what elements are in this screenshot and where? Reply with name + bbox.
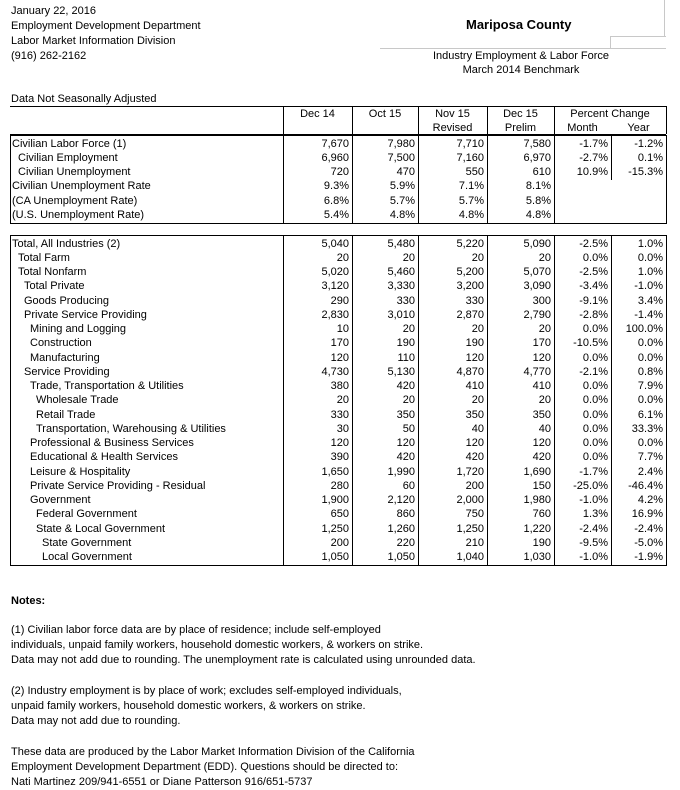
data-cell-year: 7.7% (637, 451, 663, 464)
data-cell-oct15: 330 (396, 294, 415, 307)
column-divider (352, 106, 353, 134)
note-1-line: (1) Civilian labor force data are by place of residence; include self-employed (11, 624, 381, 636)
data-cell-year: 7.9% (637, 380, 663, 392)
data-cell-oct15: 20 (402, 394, 415, 407)
data-cell-dec14: 280 (330, 479, 349, 492)
data-cell-year: -1.0% (634, 280, 663, 293)
row-label: Mining and Logging (30, 323, 127, 335)
data-cell-month: -2.1% (579, 365, 608, 378)
column-header: Dec 14 (300, 108, 335, 120)
data-cell-dec14: 1,650 (321, 465, 349, 478)
data-cell-year: -46.4% (628, 479, 663, 492)
data-cell-dec15: 120 (532, 437, 551, 449)
data-cell-nov15: 7,710 (456, 137, 484, 150)
phone-number: (916) 262-2162 (11, 50, 87, 62)
row-label: Trade, Transportation & Utilities (30, 380, 184, 392)
report-header (11, 4, 201, 64)
data-cell-dec14: 120 (330, 351, 349, 364)
data-cell-year: 0.8% (637, 365, 663, 378)
data-cell-oct15: 20 (402, 323, 415, 335)
data-cell-nov15: 410 (465, 380, 484, 392)
county-title: Mariposa County (466, 17, 572, 32)
data-cell-dec14: 170 (330, 337, 349, 350)
data-cell-oct15: 7,980 (387, 137, 415, 150)
data-cell-month: 0.0% (582, 323, 608, 335)
data-cell-month: 1.3% (582, 508, 608, 521)
data-cell-month: 10.9% (576, 166, 608, 178)
data-cell-year: 33.3% (631, 422, 663, 435)
data-cell-nov15: 120 (465, 437, 484, 449)
row-label: Professional & Business Services (30, 437, 194, 449)
data-cell-dec15: 420 (532, 451, 551, 464)
grid-line (380, 48, 666, 49)
data-cell-month: -2.5% (579, 266, 608, 278)
data-cell-nov15: 4.8% (458, 208, 484, 221)
data-cell-oct15: 5,460 (387, 266, 415, 278)
row-label: State & Local Government (36, 522, 166, 535)
data-cell-dec15: 1,690 (523, 465, 551, 478)
data-cell-dec14: 30 (336, 422, 349, 435)
row-label: Leisure & Hospitality (30, 465, 131, 478)
data-cell-month: -1.0% (579, 551, 608, 563)
row-label: Private Service Providing - Residual (30, 479, 206, 492)
data-cell-dec14: 6,960 (321, 151, 349, 164)
data-cell-dec15: 40 (538, 422, 551, 435)
data-cell-oct15: 190 (396, 337, 415, 350)
grid-line (610, 36, 611, 48)
benchmark-label: March 2014 Benchmark (462, 64, 580, 76)
data-cell-month: 0.0% (582, 394, 608, 407)
note-3-line: These data are produced by the Labor Market Information Division of the California (11, 746, 415, 758)
note-1-line: individuals, unpaid family workers, household domestic workers, & workers on strike. (11, 639, 424, 651)
data-cell-dec15: 190 (532, 536, 551, 549)
data-cell-month: -1.7% (579, 465, 608, 478)
data-cell-nov15: 7.1% (458, 180, 484, 193)
data-cell-dec15: 4,770 (523, 365, 551, 378)
data-cell-dec15: 20 (538, 251, 551, 264)
data-cell-dec15: 5,090 (523, 237, 551, 250)
data-cell-year: 0.0% (637, 251, 663, 264)
column-subheader: Revised (432, 122, 473, 134)
data-cell-oct15: 5.7% (389, 194, 415, 207)
data-cell-dec14: 5,020 (321, 266, 349, 278)
data-cell-dec14: 290 (330, 294, 349, 307)
data-cell-nov15: 20 (471, 323, 484, 335)
column-divider (554, 106, 555, 134)
data-cell-oct15: 5,130 (387, 365, 415, 378)
note-2-line: (2) Industry employment is by place of work; excludes self-employed individuals, (11, 685, 402, 697)
note-1-line: Data may not add due to rounding. The unemployment rate is calculated using unrounded data. (11, 654, 476, 666)
data-cell-oct15: 3,330 (387, 280, 415, 293)
row-label: (U.S. Unemployment Rate) (12, 208, 145, 221)
row-label: Total, All Industries (2) (12, 237, 121, 250)
data-cell-nov15: 550 (465, 166, 484, 178)
note-2-line: unpaid family workers, household domestic workers, & workers on strike. (11, 700, 366, 712)
data-cell-year: 3.4% (637, 294, 663, 307)
data-cell-nov15: 120 (465, 351, 484, 364)
data-cell-nov15: 190 (465, 337, 484, 350)
data-cell-nov15: 20 (471, 251, 484, 264)
column-divider (487, 106, 488, 134)
data-cell-dec14: 10 (336, 323, 349, 335)
note-3-line: Nati Martinez 209/941-6551 or Diane Patterson 916/651-5737 (11, 776, 313, 788)
data-cell-month: -1.7% (579, 137, 608, 150)
data-cell-oct15: 3,010 (387, 308, 415, 321)
data-cell-oct15: 1,260 (387, 522, 415, 535)
data-cell-month: -9.1% (579, 294, 608, 307)
row-label: Construction (30, 337, 92, 350)
row-label: Private Service Providing (24, 308, 147, 321)
data-cell-oct15: 110 (397, 351, 415, 364)
data-cell-month: 0.0% (582, 422, 608, 435)
data-cell-dec14: 5,040 (321, 237, 349, 250)
data-cell-month: 0.0% (582, 437, 608, 449)
data-cell-month: 0.0% (582, 380, 608, 392)
data-cell-dec15: 1,030 (523, 551, 551, 563)
data-cell-year: -1.2% (634, 137, 663, 150)
data-cell-month: 0.0% (582, 251, 608, 264)
data-cell-dec15: 4.8% (525, 208, 551, 221)
column-divider (283, 106, 284, 134)
column-header: Dec 15 (503, 108, 538, 120)
data-cell-month: -2.7% (579, 151, 608, 164)
data-cell-nov15: 2,000 (456, 494, 484, 506)
data-cell-dec14: 330 (330, 408, 349, 421)
row-label: Wholesale Trade (36, 394, 119, 407)
data-cell-oct15: 220 (396, 536, 415, 549)
data-cell-oct15: 4.8% (389, 208, 415, 221)
column-subheader: Prelim (504, 122, 537, 134)
data-cell-year: 1.0% (637, 237, 663, 250)
data-cell-dec15: 8.1% (525, 180, 551, 193)
row-label: Civilian Labor Force (1) (12, 137, 127, 150)
data-cell-month: -25.0% (573, 479, 608, 492)
data-cell-nov15: 2,870 (456, 308, 484, 321)
data-cell-dec14: 5.4% (323, 208, 349, 221)
data-cell-nov15: 1,720 (456, 465, 484, 478)
notes-heading: Notes: (11, 595, 46, 607)
row-label: Government (30, 494, 91, 506)
data-cell-month: -10.5% (573, 337, 608, 350)
note-2-line: Data may not add due to rounding. (11, 715, 181, 727)
data-cell-nov15: 420 (465, 451, 484, 464)
data-cell-month: -2.8% (579, 308, 608, 321)
row-label: Total Nonfarm (18, 266, 87, 278)
data-cell-oct15: 5.9% (389, 180, 415, 193)
data-cell-nov15: 5,220 (456, 237, 484, 250)
data-cell-nov15: 3,200 (456, 280, 484, 293)
data-cell-dec14: 3,120 (321, 280, 349, 293)
data-cell-dec15: 5.8% (525, 194, 551, 207)
data-cell-dec14: 4,730 (321, 365, 349, 378)
grid-line (664, 0, 665, 36)
row-label: Transportation, Warehousing & Utilities (36, 422, 226, 435)
data-cell-year: -2.4% (634, 522, 663, 535)
data-cell-nov15: 1,040 (456, 551, 484, 563)
data-cell-oct15: 420 (396, 380, 415, 392)
month-header: Month (567, 122, 598, 134)
data-cell-dec14: 720 (330, 166, 349, 178)
data-cell-year: 1.0% (637, 266, 663, 278)
data-cell-dec15: 760 (532, 508, 551, 521)
data-cell-year: -1.9% (634, 551, 663, 563)
data-cell-oct15: 420 (396, 451, 415, 464)
data-cell-month: 0.0% (582, 408, 608, 421)
data-cell-dec15: 410 (532, 380, 551, 392)
data-cell-oct15: 860 (396, 508, 415, 521)
data-cell-year: 6.1% (637, 408, 663, 421)
data-cell-year: 2.4% (637, 465, 663, 478)
data-cell-year: -5.0% (634, 536, 663, 549)
data-cell-year: 100.0% (625, 323, 663, 335)
department-name: Employment Development Department (11, 20, 201, 32)
notes-section (11, 594, 476, 790)
data-cell-year: 4.2% (637, 494, 663, 506)
data-cell-dec14: 1,900 (321, 494, 349, 506)
data-cell-dec15: 120 (532, 351, 551, 364)
data-cell-nov15: 210 (465, 536, 484, 549)
data-cell-oct15: 20 (402, 251, 415, 264)
data-cell-year: 16.9% (631, 508, 663, 521)
data-cell-dec15: 1,980 (523, 494, 551, 506)
data-cell-dec14: 6.8% (323, 194, 349, 207)
data-cell-year: -1.4% (634, 308, 663, 321)
report-date: January 22, 2016 (11, 5, 97, 17)
data-cell-oct15: 470 (396, 166, 415, 178)
data-cell-month: 0.0% (582, 351, 608, 364)
data-cell-month: -2.4% (579, 522, 608, 535)
data-cell-dec15: 20 (538, 394, 551, 407)
column-header: Oct 15 (368, 108, 402, 120)
data-cell-dec15: 150 (532, 479, 551, 492)
data-cell-oct15: 5,480 (387, 237, 415, 250)
data-cell-nov15: 20 (471, 394, 484, 407)
data-cell-dec14: 650 (330, 508, 349, 521)
data-cell-oct15: 1,050 (387, 551, 415, 563)
data-cell-dec15: 5,070 (523, 266, 551, 278)
data-cell-dec15: 3,090 (523, 280, 551, 293)
report-title: Industry Employment & Labor Force (432, 50, 610, 62)
column-header: Nov 15 (435, 108, 470, 120)
data-cell-dec14: 1,250 (321, 522, 349, 535)
data-cell-year: 0.0% (637, 351, 663, 364)
data-cell-month: 0.0% (582, 451, 608, 464)
data-cell-dec14: 390 (330, 451, 349, 464)
row-label: Total Farm (18, 251, 70, 264)
data-cell-month: -2.5% (579, 237, 608, 250)
data-cell-nov15: 4,870 (456, 365, 484, 378)
data-cell-nov15: 330 (465, 294, 484, 307)
data-cell-dec15: 300 (532, 294, 551, 307)
data-cell-nov15: 5,200 (456, 266, 484, 278)
data-cell-month: -1.0% (579, 494, 608, 506)
data-cell-dec14: 1,050 (321, 551, 349, 563)
data-cell-oct15: 350 (396, 408, 415, 421)
data-cell-oct15: 2,120 (387, 494, 415, 506)
data-cell-dec15: 20 (538, 323, 551, 335)
row-label: Local Government (42, 551, 132, 563)
percent-change-header: Percent Change (570, 108, 650, 120)
row-label: Educational & Health Services (30, 451, 178, 464)
data-cell-dec15: 6,970 (523, 151, 551, 164)
data-cell-nov15: 5.7% (458, 194, 484, 207)
data-cell-dec14: 380 (330, 380, 349, 392)
data-cell-nov15: 7,160 (456, 151, 484, 164)
data-cell-dec15: 610 (532, 166, 551, 178)
row-label: Goods Producing (24, 294, 109, 307)
data-cell-nov15: 350 (465, 408, 484, 421)
grid-line (610, 36, 666, 37)
row-label: Manufacturing (30, 351, 100, 364)
column-divider (666, 106, 667, 134)
row-label: Total Private (24, 280, 85, 293)
note-3-line: Employment Development Department (EDD). Questions should be directed to: (11, 761, 399, 773)
data-cell-year: -15.3% (628, 166, 663, 178)
data-cell-nov15: 40 (471, 422, 484, 435)
data-cell-dec15: 350 (532, 408, 551, 421)
data-cell-oct15: 50 (402, 422, 415, 435)
data-cell-nov15: 200 (465, 479, 484, 492)
data-cell-year: 0.0% (637, 337, 663, 350)
row-label: Civilian Unemployment Rate (12, 180, 151, 193)
data-cell-dec14: 20 (336, 394, 349, 407)
data-cell-nov15: 1,250 (456, 522, 484, 535)
row-label: Civilian Employment (18, 151, 118, 164)
data-cell-month: -9.5% (579, 536, 608, 549)
row-label: Service Providing (24, 365, 110, 378)
data-cell-dec14: 9.3% (323, 180, 349, 193)
data-cell-dec15: 2,790 (523, 308, 551, 321)
data-cell-dec14: 7,670 (321, 137, 349, 150)
row-label: (CA Unemployment Rate) (12, 194, 138, 207)
row-label: Civilian Unemployment (18, 166, 131, 178)
data-cell-oct15: 60 (402, 479, 415, 492)
data-cell-oct15: 1,990 (387, 465, 415, 478)
data-cell-year: 0.0% (637, 437, 663, 449)
data-cell-oct15: 7,500 (387, 151, 415, 164)
data-cell-year: 0.0% (637, 394, 663, 407)
row-label: Federal Government (36, 508, 137, 521)
row-label: State Government (42, 536, 132, 549)
data-cell-month: -3.4% (579, 280, 608, 293)
data-cell-nov15: 750 (465, 508, 484, 521)
adjustment-note: Data Not Seasonally Adjusted (11, 93, 157, 105)
data-cell-dec14: 200 (330, 536, 349, 549)
data-cell-dec14: 2,830 (321, 308, 349, 321)
data-cell-dec15: 7,580 (523, 137, 551, 150)
data-cell-dec14: 120 (330, 437, 349, 449)
data-cell-dec15: 1,220 (523, 522, 551, 535)
data-cell-dec14: 20 (336, 251, 349, 264)
data-cell-year: 0.1% (637, 151, 663, 164)
data-cell-oct15: 120 (396, 437, 415, 449)
year-header: Year (627, 122, 650, 134)
data-cell-dec15: 170 (532, 337, 551, 350)
division-name: Labor Market Information Division (11, 35, 176, 47)
row-label: Retail Trade (36, 408, 96, 421)
column-divider (418, 106, 419, 134)
